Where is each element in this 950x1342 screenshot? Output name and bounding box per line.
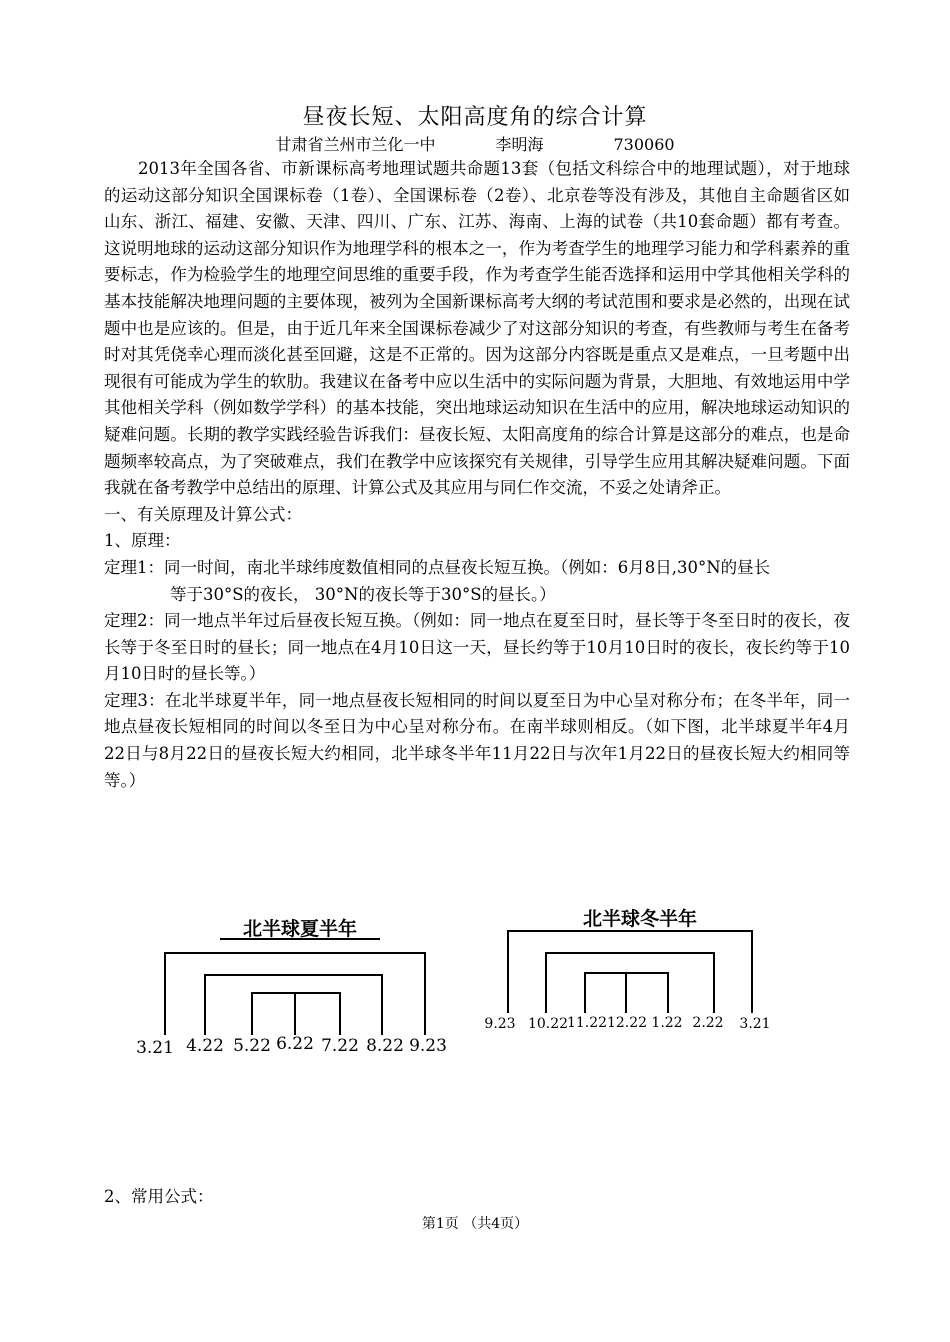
page-footer: 第1页 （共4页） — [421, 1216, 529, 1232]
section-heading-1: 一、有关原理及计算公式： — [104, 504, 302, 524]
summer-half-diagram — [136, 917, 447, 1058]
winter-label-2: 11.22 — [566, 1015, 608, 1031]
author-school: 甘肃省兰州市兰化一中 — [275, 135, 436, 154]
summer-label-1: 4.22 — [186, 1036, 224, 1056]
summer-label-6: 9.23 — [409, 1036, 447, 1056]
subheading-formulas: 2、常用公式： — [104, 1187, 214, 1206]
summer-diagram-title: 北半球夏半年 — [242, 918, 358, 940]
summer-label-5: 8.22 — [366, 1036, 404, 1056]
winter-label-4: 1.22 — [651, 1015, 683, 1031]
theorem-1-line2: 等于30°S的夜长， 30°N的夜长等于30°S的昼长。） — [170, 584, 556, 604]
author-line — [0, 132, 950, 155]
winter-label-5: 2.22 — [692, 1015, 724, 1031]
intro-paragraph: 2013年全国各省、市新课标高考地理试题共命题13套（包括文科综合中的地理试题），对于地球的运动这部分知识全国课标卷（1卷）、全国课标卷（2卷）、北京卷等没有涉及，其他自主命题省区如山东、浙江、福建、安徽、天津、四川、广东、江苏、海南、上海的试卷（共10套命题）都有考查。这说明地球的运动这部分知识作为地理学科的根本之一，作为考查学生的地理学习能力和学科素养的重要标志，作为检验学生的地理空间思维的重要手段，作为考查学生能否选择和运用中学其他相关学科的基本技能解决地理问题的主要体现，被列为全国新课标高考大纲的考试范围和要求是必然的，出现在试题中也是应该的。但是，由于近几年来全国课标卷减少了对这部分知识的考查，有些教师与考生在备考时对其凭侥幸心理而淡化甚至回避，这是不正常的。因为这部分内容既是重点又是难点，一旦考题中出现很有可能成为学生的软肋。我建议在备考中应以生活中的实际问题为背景，大胆地、有效地运用中学其他相关学科（例如数学学科）的基本技能，突出地球运动知识在生活中的应用，解决地球运动知识的疑难问题。长期的教学实践经验告诉我们：昼夜长短、太阳高度角的综合计算是这部分的难点，也是命题频率较高点，为了突破难点，我们在教学中应该探究有关规律，引导学生应用其解决疑难问题。下面我就在备考教学中总结出的原理、计算公式及其应用与同仁作交流，不妥之处请斧正。 — [104, 159, 850, 498]
winter-label-1: 10.22 — [527, 1016, 569, 1032]
bracket-10-22-2-22 — [546, 953, 714, 1013]
theorem-1-line1: 定理1：同一时间，南北半球纬度数值相同的点昼夜长短互换。（例如：6月8日,30°N的昼长 — [104, 557, 771, 577]
summer-label-2: 5.22 — [233, 1036, 271, 1056]
summer-label-4: 7.22 — [321, 1036, 359, 1056]
winter-label-6: 3.21 — [739, 1016, 771, 1032]
winter-label-0: 9.23 — [484, 1016, 516, 1032]
theorem-3: 定理3：在北半球夏半年，同一地点昼夜长短相同的时间以夏至日为中心呈对称分布；在冬半年，同一地点昼夜长短相同的时间以冬至日为中心呈对称分布。在南半球则相反。（如下图，北半球夏半年4月22日与8月22日的昼夜长短大约相同，北半球冬半年11月22日与次年1月22日的昼夜长短大约相同等等。） — [104, 690, 850, 790]
summer-label-0: 3.21 — [136, 1038, 174, 1058]
winter-diagram-title: 北半球冬半年 — [582, 908, 698, 930]
article-body — [104, 156, 850, 794]
symmetry-figure — [130, 895, 810, 1065]
author-name: 李明海 — [495, 135, 544, 154]
page-title: 昼夜长短、太阳高度角的综合计算 — [302, 105, 648, 130]
bracket-4-22-8-22 — [205, 975, 382, 1035]
symmetry-diagram — [130, 895, 810, 1065]
theorem-2: 定理2：同一地点半年过后昼夜长短互换。（例如：同一地点在夏至日时，昼长等于冬至日时的夜长，夜长等于冬至日时的昼长；同一地点在4月10日这一天，昼长约等于10月10日时的夜长，夜长约等于10月10日时的昼长等。） — [104, 611, 850, 684]
summer-label-3: 6.22 — [276, 1034, 314, 1054]
winter-label-3: 12.22 — [606, 1015, 648, 1031]
subheading-principles: 1、原理： — [104, 531, 181, 551]
winter-half-diagram — [484, 907, 770, 1032]
author-postcode: 730060 — [613, 135, 675, 154]
